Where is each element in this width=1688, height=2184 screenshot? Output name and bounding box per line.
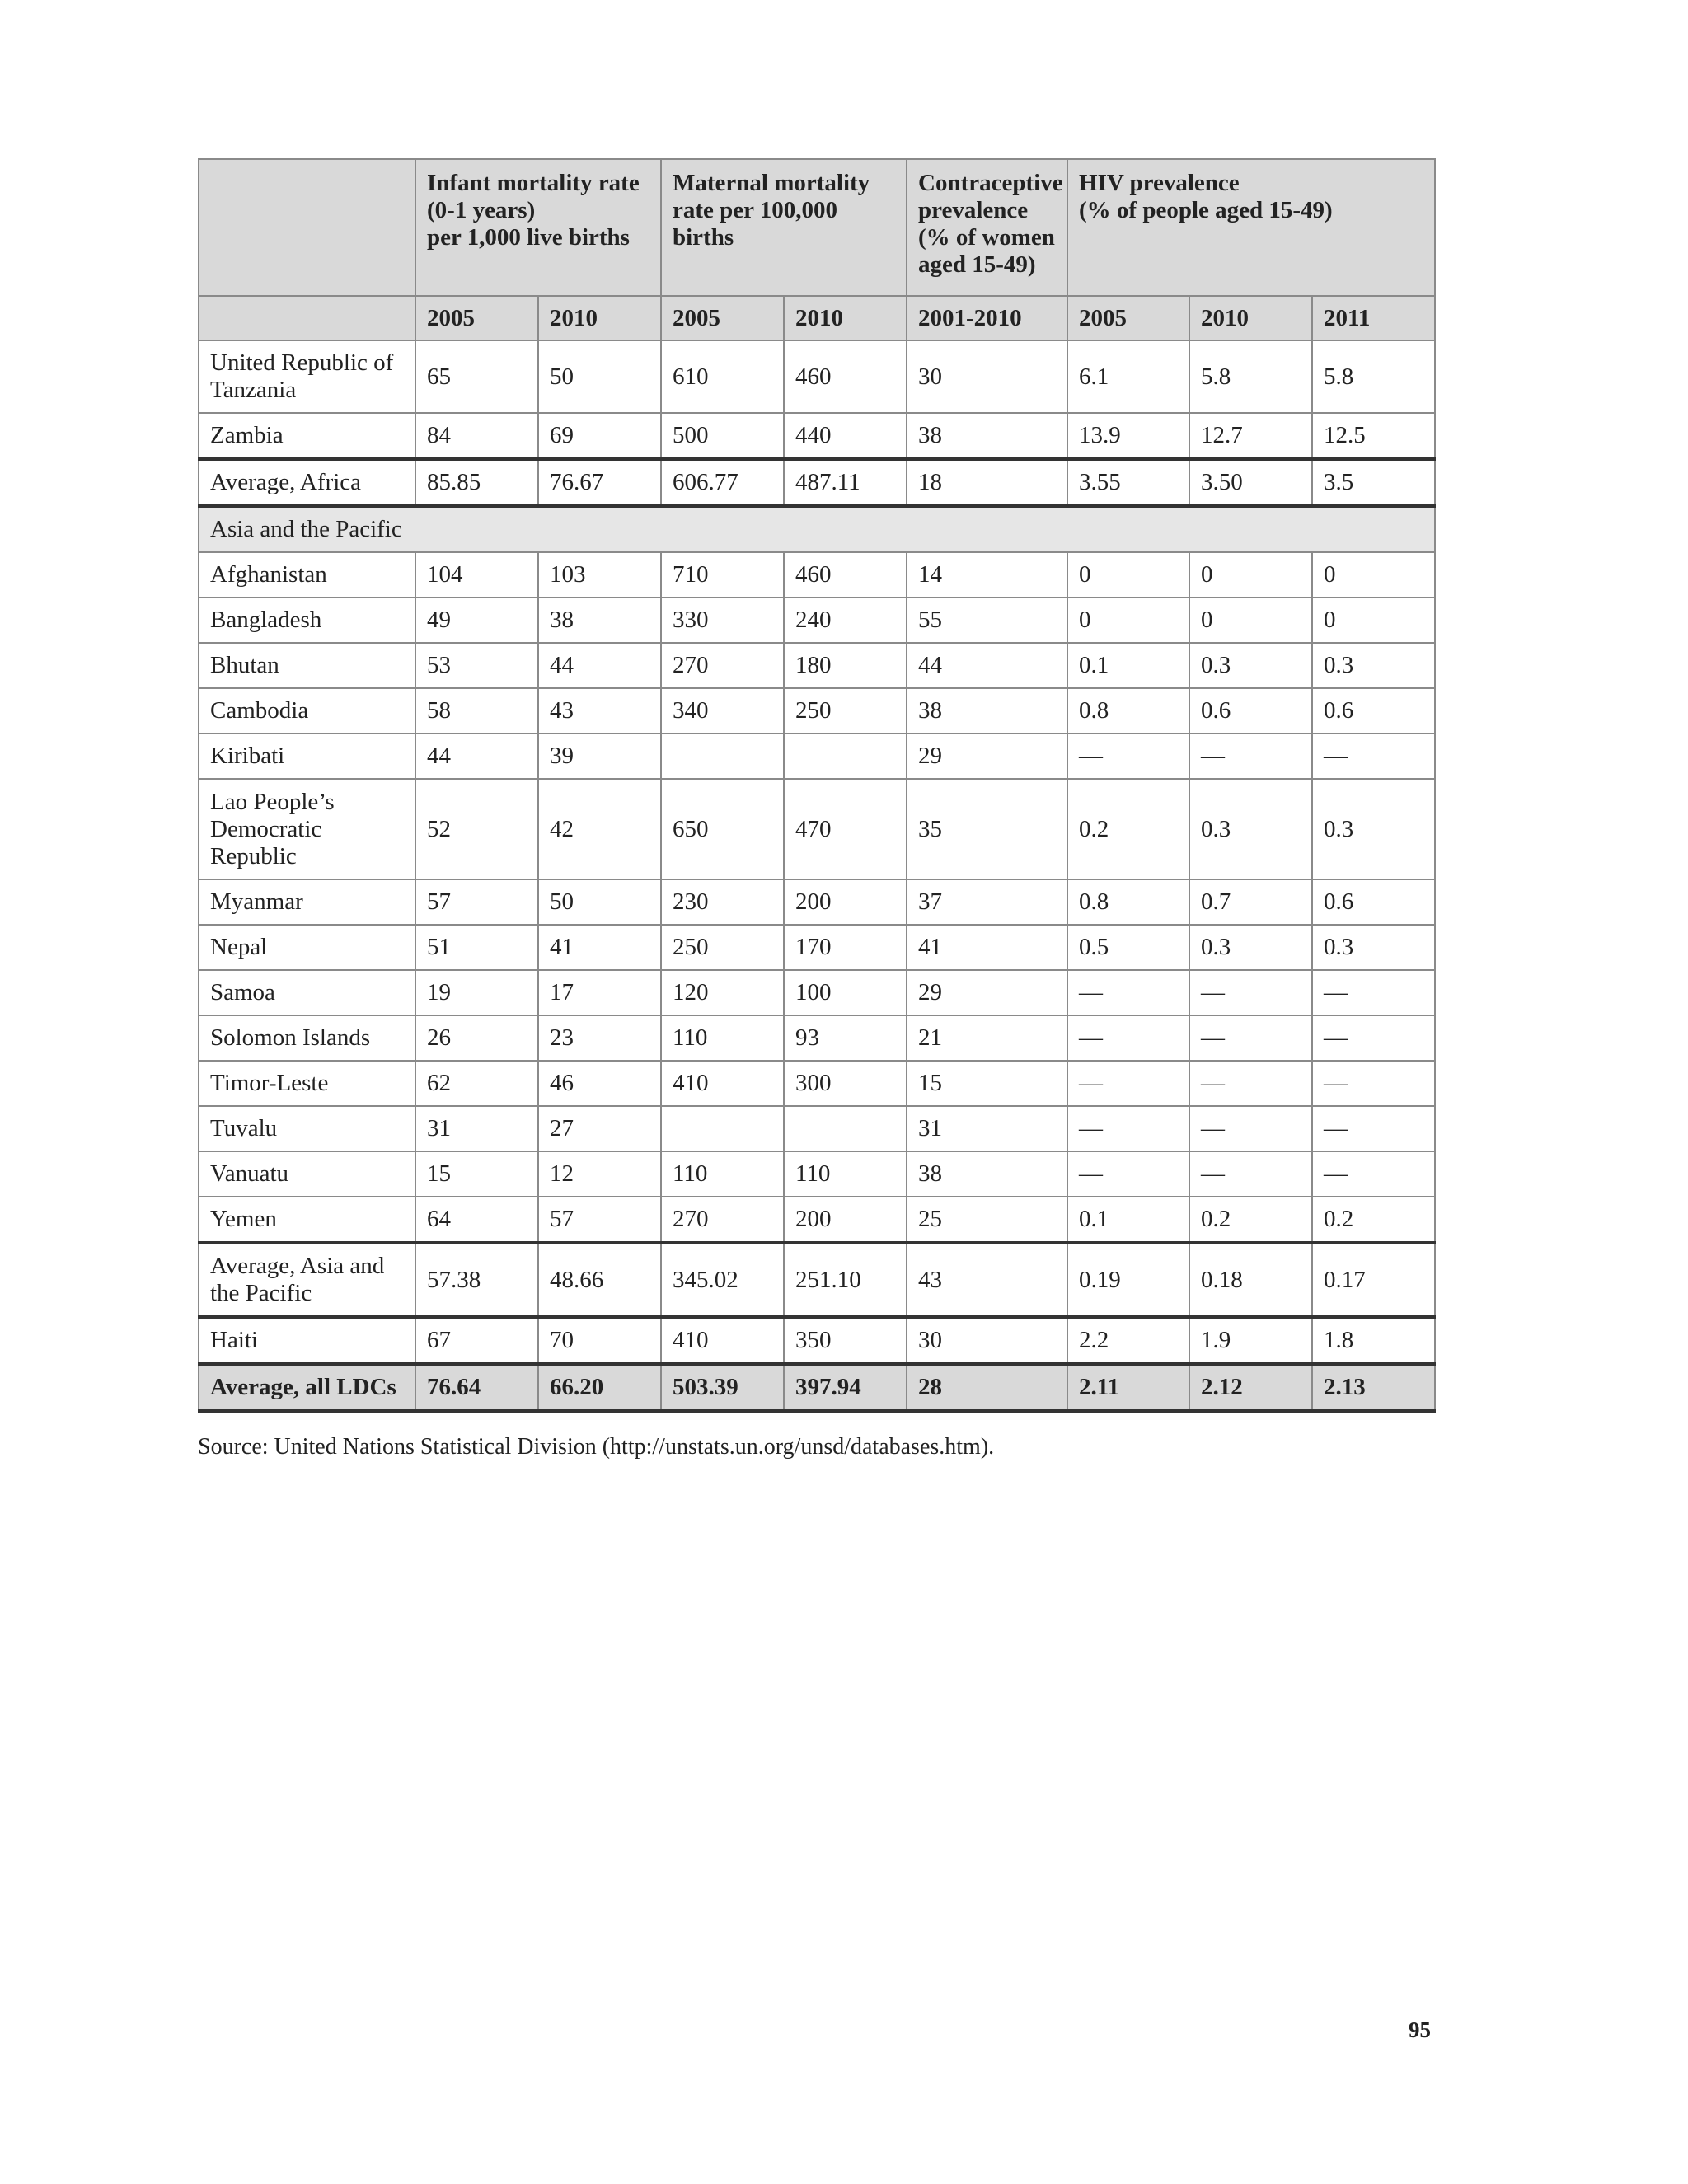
value-cell: 340: [661, 688, 784, 733]
row-label-cell: Zambia: [199, 413, 415, 459]
table-row: [199, 1015, 1435, 1061]
value-cell: —: [1067, 1151, 1189, 1197]
row-label-cell: United Republic of Tanzania: [199, 340, 415, 413]
row-label-cell: Kiribati: [199, 733, 415, 779]
value-cell: 0.19: [1067, 1243, 1189, 1317]
table-row: [199, 1061, 1435, 1106]
value-cell: 3.55: [1067, 459, 1189, 506]
row-label-cell: Haiti: [199, 1317, 415, 1364]
row-label-cell: Average, all LDCs: [199, 1364, 415, 1411]
value-cell: 41: [907, 925, 1067, 970]
value-cell: —: [1312, 1061, 1435, 1106]
page-number: 95: [1409, 2018, 1431, 2042]
value-cell: 0: [1067, 598, 1189, 643]
value-cell: 64: [415, 1197, 538, 1243]
value-cell: 62: [415, 1061, 538, 1106]
value-cell: 1.9: [1189, 1317, 1312, 1364]
value-cell: 410: [661, 1061, 784, 1106]
value-cell: 410: [661, 1317, 784, 1364]
value-cell: 53: [415, 643, 538, 688]
value-cell: 250: [784, 688, 907, 733]
value-cell: 0.3: [1189, 925, 1312, 970]
section-row: [199, 506, 1435, 552]
row-label-cell: Yemen: [199, 1197, 415, 1243]
value-cell: 6.1: [1067, 340, 1189, 413]
value-cell: 0.3: [1189, 779, 1312, 879]
value-cell: [784, 733, 907, 779]
value-cell: 0.8: [1067, 688, 1189, 733]
value-cell: 15: [907, 1061, 1067, 1106]
value-cell: 49: [415, 598, 538, 643]
value-cell: 270: [661, 1197, 784, 1243]
row-label-cell: Average, Africa: [199, 459, 415, 506]
value-cell: 23: [538, 1015, 661, 1061]
value-cell: 70: [538, 1317, 661, 1364]
value-cell: 58: [415, 688, 538, 733]
value-cell: 44: [415, 733, 538, 779]
contraceptive-prevalence-header: Contraceptive prevalence (% of women aged 15-49): [907, 159, 1067, 296]
value-cell: 0: [1067, 552, 1189, 598]
value-cell: —: [1067, 970, 1189, 1015]
value-cell: 48.66: [538, 1243, 661, 1317]
table-row: [199, 643, 1435, 688]
value-cell: 51: [415, 925, 538, 970]
value-cell: —: [1067, 733, 1189, 779]
value-cell: 0.7: [1189, 879, 1312, 925]
table-row: [199, 1151, 1435, 1197]
average-row: [199, 459, 1435, 506]
value-cell: 2.12: [1189, 1364, 1312, 1411]
value-cell: 50: [538, 340, 661, 413]
value-cell: 2.13: [1312, 1364, 1435, 1411]
value-cell: 0.17: [1312, 1243, 1435, 1317]
value-cell: 606.77: [661, 459, 784, 506]
value-cell: 200: [784, 1197, 907, 1243]
table-row: [199, 552, 1435, 598]
value-cell: 12.5: [1312, 413, 1435, 459]
year-header-cell: 2011: [1312, 296, 1435, 340]
value-cell: —: [1189, 1106, 1312, 1151]
value-cell: 120: [661, 970, 784, 1015]
value-cell: 110: [784, 1151, 907, 1197]
value-cell: 18: [907, 459, 1067, 506]
row-label-cell: Samoa: [199, 970, 415, 1015]
row-label-cell: Timor-Leste: [199, 1061, 415, 1106]
value-cell: 0.6: [1312, 879, 1435, 925]
value-cell: 76.64: [415, 1364, 538, 1411]
value-cell: 0.8: [1067, 879, 1189, 925]
value-cell: 13.9: [1067, 413, 1189, 459]
value-cell: 300: [784, 1061, 907, 1106]
row-label-cell: Solomon Islands: [199, 1015, 415, 1061]
row-label-cell: Afghanistan: [199, 552, 415, 598]
value-cell: 0.5: [1067, 925, 1189, 970]
value-cell: 270: [661, 643, 784, 688]
value-cell: 0: [1312, 552, 1435, 598]
year-header-cell: 2005: [661, 296, 784, 340]
year-header-cell: 2001-2010: [907, 296, 1067, 340]
value-cell: 52: [415, 779, 538, 879]
value-cell: 440: [784, 413, 907, 459]
table-row: [199, 879, 1435, 925]
table-row: [199, 779, 1435, 879]
value-cell: 21: [907, 1015, 1067, 1061]
value-cell: 42: [538, 779, 661, 879]
table-row: [199, 688, 1435, 733]
table-row: [199, 970, 1435, 1015]
value-cell: 76.67: [538, 459, 661, 506]
value-cell: 66.20: [538, 1364, 661, 1411]
value-cell: 0.18: [1189, 1243, 1312, 1317]
value-cell: 67: [415, 1317, 538, 1364]
value-cell: —: [1189, 1151, 1312, 1197]
value-cell: 46: [538, 1061, 661, 1106]
value-cell: 30: [907, 1317, 1067, 1364]
value-cell: 200: [784, 879, 907, 925]
value-cell: 25: [907, 1197, 1067, 1243]
value-cell: 0.3: [1312, 643, 1435, 688]
value-cell: 170: [784, 925, 907, 970]
value-cell: 93: [784, 1015, 907, 1061]
group-header-row: [199, 159, 1435, 296]
value-cell: 19: [415, 970, 538, 1015]
value-cell: 31: [415, 1106, 538, 1151]
table-row: [199, 925, 1435, 970]
value-cell: 50: [538, 879, 661, 925]
value-cell: 31: [907, 1106, 1067, 1151]
row-label-cell: Cambodia: [199, 688, 415, 733]
value-cell: 12: [538, 1151, 661, 1197]
value-cell: 180: [784, 643, 907, 688]
value-cell: 69: [538, 413, 661, 459]
value-cell: 0.2: [1067, 779, 1189, 879]
value-cell: —: [1312, 1106, 1435, 1151]
value-cell: 5.8: [1189, 340, 1312, 413]
value-cell: —: [1312, 970, 1435, 1015]
value-cell: 0.6: [1312, 688, 1435, 733]
value-cell: 0.2: [1312, 1197, 1435, 1243]
section-label: Asia and the Pacific: [199, 506, 1435, 552]
year-header-cell: 2010: [784, 296, 907, 340]
value-cell: 0: [1312, 598, 1435, 643]
table-body: [199, 340, 1435, 1411]
value-cell: 39: [538, 733, 661, 779]
row-label-cell: Nepal: [199, 925, 415, 970]
infant-mortality-header: Infant mortality rate (0-1 years) per 1,000 live births: [415, 159, 661, 296]
value-cell: 345.02: [661, 1243, 784, 1317]
row-label-cell: Vanuatu: [199, 1151, 415, 1197]
value-cell: 38: [538, 598, 661, 643]
value-cell: 710: [661, 552, 784, 598]
table-row: [199, 1317, 1435, 1364]
row-label-cell: Bangladesh: [199, 598, 415, 643]
value-cell: 55: [907, 598, 1067, 643]
value-cell: 3.50: [1189, 459, 1312, 506]
table-row: [199, 1197, 1435, 1243]
corner-header-cell: [199, 159, 415, 296]
value-cell: 57.38: [415, 1243, 538, 1317]
value-cell: 41: [538, 925, 661, 970]
statistics-table: [198, 158, 1436, 1413]
maternal-mortality-header: Maternal mortality rate per 100,000 births: [661, 159, 907, 296]
year-header-cell: 2010: [538, 296, 661, 340]
value-cell: 110: [661, 1015, 784, 1061]
value-cell: 240: [784, 598, 907, 643]
year-header-row: [199, 296, 1435, 340]
value-cell: 14: [907, 552, 1067, 598]
value-cell: 38: [907, 688, 1067, 733]
value-cell: 0.1: [1067, 1197, 1189, 1243]
value-cell: 0.3: [1312, 779, 1435, 879]
row-label-cell: Lao People’s Democratic Republic: [199, 779, 415, 879]
value-cell: —: [1067, 1061, 1189, 1106]
value-cell: 29: [907, 970, 1067, 1015]
value-cell: 57: [538, 1197, 661, 1243]
value-cell: —: [1312, 733, 1435, 779]
value-cell: 460: [784, 552, 907, 598]
value-cell: 503.39: [661, 1364, 784, 1411]
value-cell: 43: [538, 688, 661, 733]
value-cell: [661, 733, 784, 779]
value-cell: 84: [415, 413, 538, 459]
total-row: [199, 1364, 1435, 1411]
table-row: [199, 340, 1435, 413]
row-label-cell: Bhutan: [199, 643, 415, 688]
average-row: [199, 1243, 1435, 1317]
hiv-prevalence-header: HIV prevalence (% of people aged 15-49): [1067, 159, 1435, 296]
value-cell: —: [1189, 1015, 1312, 1061]
value-cell: 26: [415, 1015, 538, 1061]
value-cell: 100: [784, 970, 907, 1015]
value-cell: 44: [907, 643, 1067, 688]
value-cell: 397.94: [784, 1364, 907, 1411]
value-cell: 0.2: [1189, 1197, 1312, 1243]
value-cell: 487.11: [784, 459, 907, 506]
value-cell: 43: [907, 1243, 1067, 1317]
value-cell: 0.3: [1189, 643, 1312, 688]
row-label-cell: Average, Asia and the Pacific: [199, 1243, 415, 1317]
value-cell: —: [1067, 1015, 1189, 1061]
value-cell: —: [1067, 1106, 1189, 1151]
value-cell: 500: [661, 413, 784, 459]
value-cell: —: [1189, 733, 1312, 779]
value-cell: 30: [907, 340, 1067, 413]
value-cell: 27: [538, 1106, 661, 1151]
value-cell: 251.10: [784, 1243, 907, 1317]
value-cell: 350: [784, 1317, 907, 1364]
value-cell: 103: [538, 552, 661, 598]
value-cell: 0.3: [1312, 925, 1435, 970]
value-cell: 104: [415, 552, 538, 598]
value-cell: 12.7: [1189, 413, 1312, 459]
table-row: [199, 413, 1435, 459]
value-cell: 17: [538, 970, 661, 1015]
value-cell: 0.6: [1189, 688, 1312, 733]
row-label-cell: Tuvalu: [199, 1106, 415, 1151]
value-cell: 610: [661, 340, 784, 413]
value-cell: 37: [907, 879, 1067, 925]
year-header-cell: 2005: [415, 296, 538, 340]
table-row: [199, 1106, 1435, 1151]
source-note: Source: United Nations Statistical Division (http://unstats.un.org/unsd/databases.htm).: [198, 1434, 995, 1460]
value-cell: 2.11: [1067, 1364, 1189, 1411]
value-cell: 230: [661, 879, 784, 925]
value-cell: 85.85: [415, 459, 538, 506]
value-cell: [661, 1106, 784, 1151]
value-cell: 29: [907, 733, 1067, 779]
value-cell: 250: [661, 925, 784, 970]
value-cell: 5.8: [1312, 340, 1435, 413]
value-cell: 0: [1189, 552, 1312, 598]
value-cell: —: [1312, 1151, 1435, 1197]
value-cell: 57: [415, 879, 538, 925]
value-cell: 470: [784, 779, 907, 879]
value-cell: 35: [907, 779, 1067, 879]
year-header-cell: [199, 296, 415, 340]
value-cell: 0.1: [1067, 643, 1189, 688]
value-cell: 110: [661, 1151, 784, 1197]
value-cell: —: [1189, 1061, 1312, 1106]
value-cell: [784, 1106, 907, 1151]
year-header-cell: 2005: [1067, 296, 1189, 340]
value-cell: 3.5: [1312, 459, 1435, 506]
value-cell: 38: [907, 413, 1067, 459]
year-header-cell: 2010: [1189, 296, 1312, 340]
value-cell: 330: [661, 598, 784, 643]
value-cell: 650: [661, 779, 784, 879]
value-cell: 65: [415, 340, 538, 413]
value-cell: 28: [907, 1364, 1067, 1411]
value-cell: 2.2: [1067, 1317, 1189, 1364]
row-label-cell: Myanmar: [199, 879, 415, 925]
value-cell: —: [1312, 1015, 1435, 1061]
value-cell: 15: [415, 1151, 538, 1197]
value-cell: —: [1189, 970, 1312, 1015]
value-cell: 44: [538, 643, 661, 688]
value-cell: 1.8: [1312, 1317, 1435, 1364]
table-row: [199, 733, 1435, 779]
value-cell: 460: [784, 340, 907, 413]
value-cell: 0: [1189, 598, 1312, 643]
value-cell: 38: [907, 1151, 1067, 1197]
table-row: [199, 598, 1435, 643]
